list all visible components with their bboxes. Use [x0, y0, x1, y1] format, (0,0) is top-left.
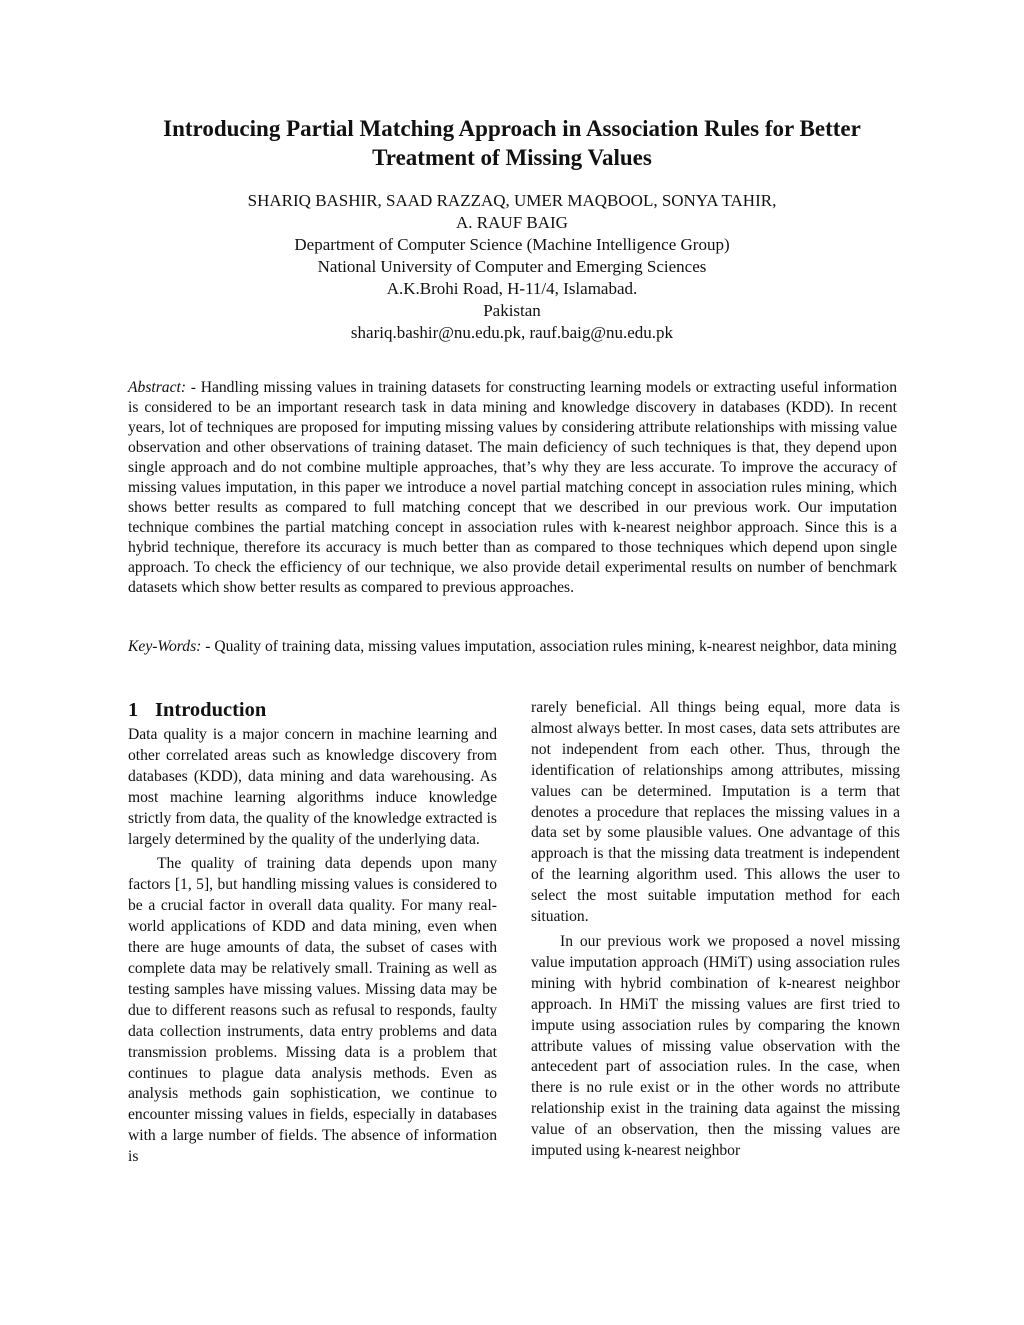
paragraph: rarely beneficial. All things being equal, more data is almost always better. In most cases, data sets attributes are not independent from each other. Thus, through the identification of relationships among attributes, missing values can be determined. Imputation is a term that denotes a procedure that replaces the missing values in a data set by some plausible values. One advantage of this approach is that the missing data treatment is independent of the learning algorithm used. This allows the user to select the most suitable imputation method for each situation.: [531, 699, 900, 926]
author-block: [110, 190, 914, 344]
right-column: [531, 698, 900, 1162]
section-number: 1: [128, 699, 139, 721]
keywords: [128, 637, 897, 657]
title-line: Introducing Partial Matching Approach in Association Rules for Better: [163, 116, 861, 141]
paragraph: The quality of training data depends upon many factors [1, 5], but handling missing values is considered to be a crucial factor in overall data quality. For many real-world applications of KDD and data mining, even when there are huge amounts of data, the subset of cases with complete data may be relatively small. Training as well as testing samples have missing values. Missing data may be due to different reasons such as refusal to responds, faulty data collection instruments, data entry problems and data transmission problems. Missing data is a problem that continues to plague data analysis methods. Even as analysis methods gain sophistication, we continue to encounter missing values in fields, especially in databases with a large number of fields. The absence of information is: [128, 855, 497, 1166]
paper-title: [110, 114, 914, 172]
email-line: shariq.bashir@nu.edu.pk, rauf.baig@nu.edu.pk: [350, 323, 674, 342]
keywords-text: - Quality of training data, missing values imputation, association rules mining, k-nearest neighbor, data mining: [201, 638, 897, 655]
title-line: Treatment of Missing Values: [372, 145, 652, 170]
abstract: [128, 378, 897, 598]
university-line: National University of Computer and Emerging Sciences: [317, 257, 707, 276]
left-column: [128, 698, 497, 1168]
abstract-text: - Handling missing values in training datasets for constructing learning models or extracting useful information is considered to be an important research task in data mining and knowledge discovery in databases (KDD). In recent years, lot of techniques are proposed for imputing missing values by considering attribute relationships with missing value observation and other observations of training dataset. The main deficiency of such techniques is that, they depend upon single approach and do not combine multiple approaches, that’s why they are less accurate. To improve the accuracy of missing values imputation, in this paper we introduce a novel partial matching concept in association rules mining, which shows better results as compared to full matching concept that we described in our previous work. Our imputation technique combines the partial matching concept in association rules with k-nearest neighbor approach. Since this is a hybrid technique, therefore its accuracy is much better than as compared to those techniques which depend upon single approach. To check the efficiency of our technique, we also provide detail experimental results on number of benchmark datasets which show better results as compared to previous approaches.: [128, 379, 897, 596]
paragraph: In our previous work we proposed a novel missing value imputation approach (HMiT) using association rules mining with hybrid combination of k-nearest neighbor approach. In HMiT the missing values are first tried to impute using association rules by comparing the known attribute values of missing value observation with the antecedent part of association rules. In the case, when there is no rule exist or in the other words no attribute relationship exist in the training data against the missing value of an observation, then the missing values are imputed using k-nearest neighbor: [531, 932, 900, 1160]
author-names-line: A. RAUF BAIG: [456, 213, 568, 232]
section-heading: [128, 698, 497, 723]
paragraph: Data quality is a major concern in machine learning and other correlated areas such as knowledge discovery from databases (KDD), data mining and data warehousing. As most machine learning algorithms induce knowledge strictly from data, the quality of the knowledge extracted is largely determined by the quality of the underlying data.: [128, 726, 497, 848]
author-names-line: SHARIQ BASHIR, SAAD RAZZAQ, UMER MAQBOOL, SONYA TAHIR,: [247, 191, 777, 210]
keywords-label: Key-Words:: [128, 638, 202, 655]
section-title: Introduction: [155, 699, 267, 721]
address-line: A.K.Brohi Road, H-11/4, Islamabad.: [386, 279, 638, 298]
abstract-label: Abstract:: [128, 379, 187, 396]
department-line: Department of Computer Science (Machine Intelligence Group): [294, 235, 730, 254]
country-line: Pakistan: [483, 301, 541, 320]
